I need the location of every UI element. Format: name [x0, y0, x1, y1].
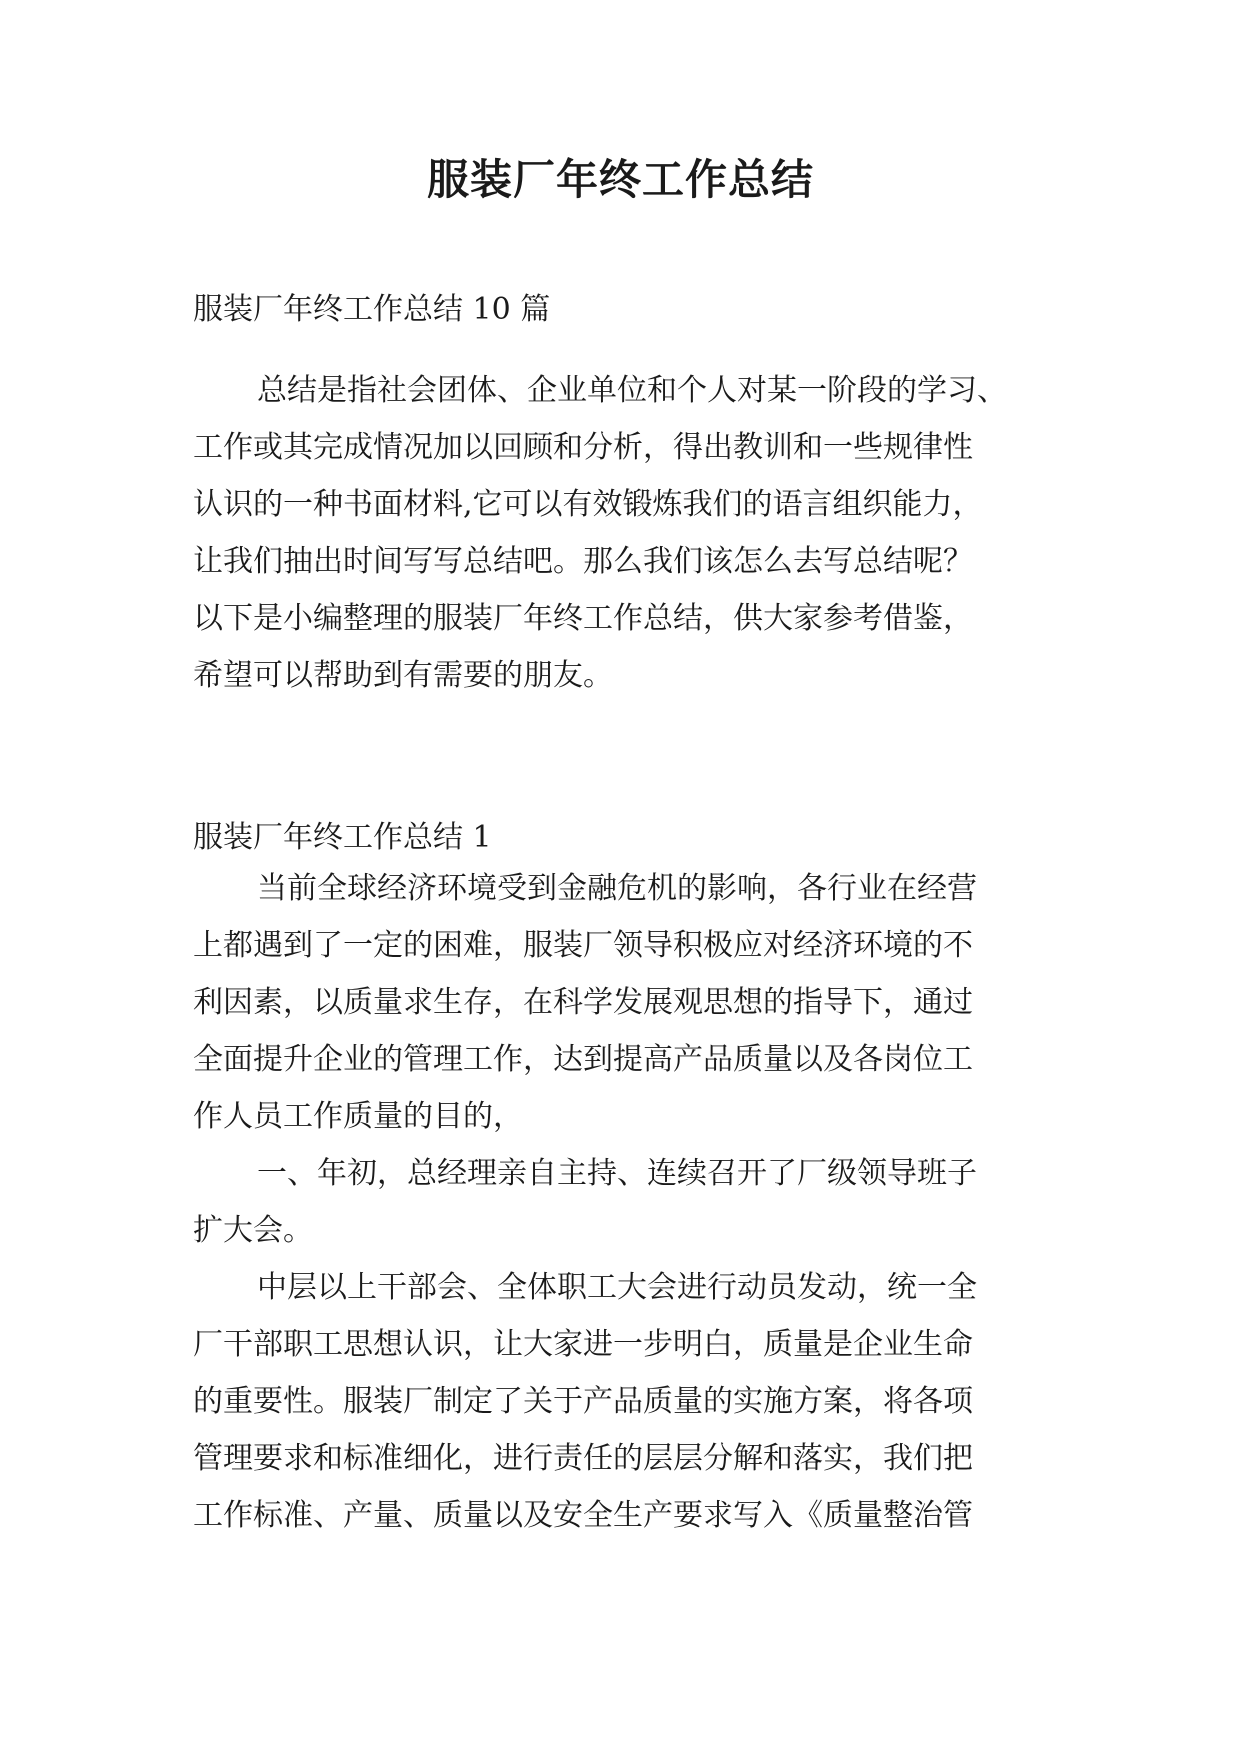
section1-paragraph-2	[193, 1145, 1053, 1259]
paragraph-line: 工作标准、产量、质量以及安全生产要求写入《质量整治管	[193, 1498, 973, 1533]
intro-line: 让我们抽出时间写写总结吧。那么我们该怎么去写总结呢？	[193, 544, 973, 579]
intro-line: 工作或其完成情况加以回顾和分析，得出教训和一些规律性	[193, 430, 973, 465]
section-heading: 服装厂年终工作总结 1	[193, 820, 492, 855]
intro-line: 总结是指社会团体、企业单位和个人对某一阶段的学习、	[257, 373, 1007, 408]
intro-paragraph	[193, 362, 1053, 704]
intro-line: 以下是小编整理的服装厂年终工作总结，供大家参考借鉴，	[193, 601, 973, 636]
intro-line: 认识的一种书面材料,它可以有效锻炼我们的语言组织能力，	[193, 487, 983, 522]
paragraph-line: 作人员工作质量的目的，	[193, 1099, 523, 1134]
paragraph-line: 上都遇到了一定的困难，服装厂领导积极应对经济环境的不	[193, 928, 973, 963]
intro-line: 希望可以帮助到有需要的朋友。	[193, 658, 613, 693]
document-subtitle: 服装厂年终工作总结 10 篇	[193, 292, 551, 327]
paragraph-line: 的重要性。服装厂制定了关于产品质量的实施方案，将各项	[193, 1384, 973, 1419]
paragraph-line: 一、年初，总经理亲自主持、连续召开了厂级领导班子	[257, 1156, 977, 1191]
paragraph-line: 全面提升企业的管理工作，达到提高产品质量以及各岗位工	[193, 1042, 973, 1077]
section1-paragraph-3	[193, 1259, 1053, 1544]
section1-paragraph-1	[193, 860, 1053, 1145]
paragraph-line: 扩大会。	[193, 1213, 313, 1248]
paragraph-line: 厂干部职工思想认识，让大家进一步明白，质量是企业生命	[193, 1327, 973, 1362]
paragraph-line: 管理要求和标准细化，进行责任的层层分解和落实，我们把	[193, 1441, 973, 1476]
paragraph-line: 当前全球经济环境受到金融危机的影响，各行业在经营	[257, 871, 977, 906]
paragraph-line: 利因素，以质量求生存，在科学发展观思想的指导下，通过	[193, 985, 973, 1020]
paragraph-line: 中层以上干部会、全体职工大会进行动员发动，统一全	[257, 1270, 977, 1305]
document-title: 服装厂年终工作总结	[426, 155, 814, 204]
